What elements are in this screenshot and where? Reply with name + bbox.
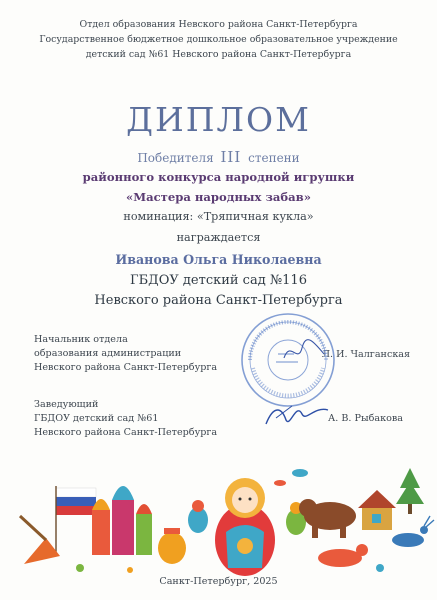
winner-suffix: степени: [248, 151, 300, 165]
signatory-1-name: Л. И. Чалганская: [322, 349, 411, 360]
bird-icon: [274, 469, 308, 486]
church-domes-icon: [92, 486, 152, 555]
recipient-org-line-1: ГБДОУ детский сад №116: [130, 273, 307, 288]
signature-2: [262, 398, 332, 432]
header-line-1: Отдел образования Невского района Санкт-Петербурга: [79, 19, 358, 30]
winner-prefix: Победителя: [137, 151, 214, 165]
winner-degree-line: [0, 148, 437, 166]
signature-1: [280, 336, 328, 366]
signatory-1-title-line-3: Невского района Санкт-Петербурга: [34, 362, 218, 373]
bear-icon: [299, 499, 356, 538]
header-line-3: детский сад №61 Невского района Санкт-Петербурга: [85, 49, 352, 60]
contest-line-2: «Мастера народных забав»: [126, 190, 311, 204]
signatory-2-name: А. В. Рыбакова: [328, 413, 403, 424]
signatory-1-title-line-2: образования администрации: [34, 348, 182, 359]
nomination: номинация: «Тряпичная кукла»: [123, 210, 314, 223]
recipient-name: Иванова Ольга Николаевна: [115, 252, 322, 267]
deer-icon: [392, 516, 434, 547]
balalaika-icon: [20, 516, 60, 564]
signatory-2-title-line-2: ГБДОУ детский сад №61: [34, 413, 159, 424]
winner-degree: III: [220, 148, 242, 166]
signatory-2-title-line-1: Заведующий: [34, 399, 99, 410]
awarded-label: награждается: [176, 231, 261, 244]
samovar-icon: [158, 528, 186, 564]
recipient-org-line-2: Невского района Санкт-Петербурга: [94, 293, 343, 308]
diploma-title: ДИПЛОМ: [126, 100, 311, 139]
folk-decoration: [0, 428, 437, 578]
russian-flag-icon: [56, 486, 96, 553]
matryoshka-icon: [215, 478, 275, 576]
signatory-1-title: [34, 333, 217, 375]
contest-line-1: районного конкурса народной игрушки: [82, 170, 355, 184]
place-and-year: Санкт-Петербург, 2025: [159, 576, 278, 587]
signatory-1-title-line-1: Начальник отдела: [34, 334, 128, 345]
wooden-house-icon: [358, 490, 396, 530]
signatory-2-title-line-3: Невского района Санкт-Петербурга: [34, 427, 218, 438]
tree-icon: [396, 468, 424, 514]
header-line-2: Государственное бюджетное дошкольное образовательное учреждение: [39, 34, 398, 45]
horse-icon: [318, 544, 368, 567]
